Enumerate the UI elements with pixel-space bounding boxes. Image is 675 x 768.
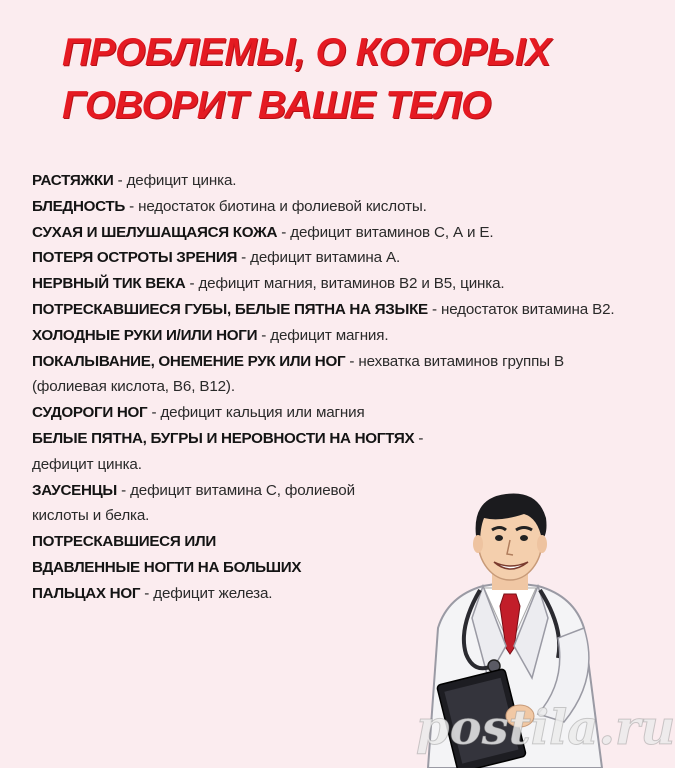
item-separator: -: [117, 172, 123, 189]
list-item: [32, 529, 322, 606]
list-item: [32, 168, 622, 194]
item-term: РАСТЯЖКИ: [32, 172, 114, 189]
list-item: [32, 194, 622, 220]
item-term: БЕЛЫЕ ПЯТНА, БУГРЫ И НЕРОВНОСТИ НА НОГТЯХ: [32, 429, 415, 447]
title-line-2: ГОВОРИТ ВАШЕ ТЕЛО: [62, 84, 491, 127]
item-separator: -: [281, 223, 287, 241]
watermark: postila.ru: [416, 700, 675, 756]
list-item: [32, 400, 622, 426]
item-separator: -: [144, 584, 150, 602]
list-item: [32, 245, 622, 271]
item-description: дефицит магния, витаминов В2 и В5, цинка.: [198, 275, 505, 293]
item-description: дефицит витаминов С, А и Е.: [290, 223, 494, 241]
item-separator: -: [349, 352, 355, 370]
item-separator: -: [129, 197, 135, 215]
item-separator: -: [418, 429, 424, 447]
item-term: НЕРВНЫЙ ТИК ВЕКА: [32, 275, 186, 293]
item-term: ЗАУСЕНЦЫ: [32, 481, 117, 499]
list-item: [32, 297, 622, 323]
item-term: СУДОРОГИ НОГ: [32, 404, 148, 422]
item-separator: -: [189, 275, 195, 293]
item-description: дефицит цинка.: [32, 455, 142, 473]
list-item: [32, 349, 622, 401]
item-description: дефицит витамина С, фолиевой кислоты и белка.: [32, 481, 355, 525]
item-separator: -: [151, 404, 157, 422]
item-term: ХОЛОДНЫЕ РУКИ И/ИЛИ НОГИ: [32, 326, 258, 344]
item-term: ПОТРЕСКАВШИЕСЯ ИЛИ ВДАВЛЕННЫЕ НОГТИ НА БОЛЬШИХ ПАЛЬЦАХ НОГ: [32, 533, 302, 602]
list-item: [32, 478, 392, 530]
item-description: недостаток биотина и фолиевой кислоты.: [138, 197, 427, 215]
page-title: [62, 26, 622, 132]
item-description: дефицит цинка.: [126, 172, 237, 189]
item-description: дефицит кальция или магния: [160, 404, 365, 422]
item-description: дефицит витамина А.: [250, 249, 401, 267]
list-item: [32, 220, 622, 246]
title-line-1: ПРОБЛЕМЫ, О КОТОРЫХ: [62, 31, 551, 74]
item-separator: -: [241, 249, 247, 267]
item-term: БЛЕДНОСТЬ: [32, 197, 126, 215]
item-description: дефицит магния.: [270, 326, 389, 344]
list-item: [32, 426, 452, 478]
item-term: ПОКАЛЫВАНИЕ, ОНЕМЕНИЕ РУК ИЛИ НОГ: [32, 352, 346, 370]
item-term: СУХАЯ И ШЕЛУШАЩАЯСЯ КОЖА: [32, 223, 278, 241]
item-term: ПОТРЕСКАВШИЕСЯ ГУБЫ, БЕЛЫЕ ПЯТНА НА ЯЗЫКЕ: [32, 300, 428, 318]
item-separator: -: [121, 481, 126, 499]
item-description: дефицит железа.: [153, 584, 273, 602]
list-item: [32, 271, 622, 297]
item-description: недостаток витамина В2.: [440, 300, 615, 318]
item-separator: -: [261, 326, 267, 344]
list-item: [32, 323, 622, 349]
item-separator: -: [431, 300, 437, 318]
item-description: нехватка витаминов группы В (фолиевая кислота, В6, В12).: [32, 352, 564, 396]
item-term: ПОТЕРЯ ОСТРОТЫ ЗРЕНИЯ: [32, 249, 238, 267]
